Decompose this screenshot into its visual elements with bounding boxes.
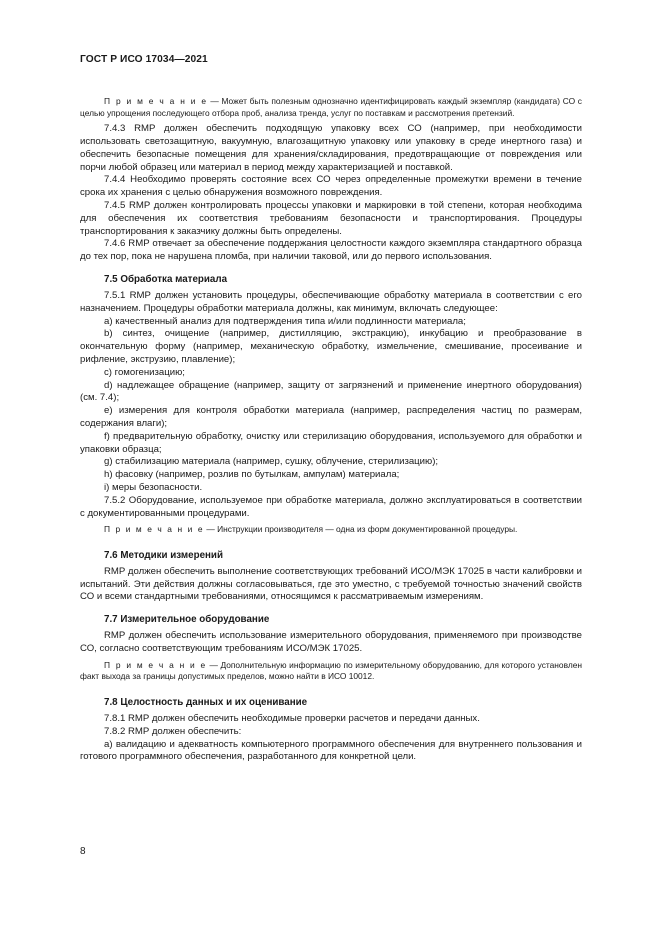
document-body xyxy=(80,96,582,764)
section-heading-7-8: 7.8 Целостность данных и их оценивание xyxy=(104,697,308,709)
standard-designation: ГОСТ Р ИСО 17034—2021 xyxy=(80,54,208,65)
paragraph-7-8-1: 7.8.1 RMP должен обеспечить необходимые проверки расчетов и передачи данных. xyxy=(104,713,480,725)
list-item-e: e) измерения для контроля обработки материала (например, распределения частиц по размерам, содержания влаги); xyxy=(80,405,582,429)
page-number: 8 xyxy=(80,846,86,857)
list-item-g: g) стабилизацию материала (например, сушку, облучение, стерилизацию); xyxy=(104,456,439,468)
section-heading-7-6: 7.6 Методики измерений xyxy=(104,549,223,561)
paragraph-7-5-1: 7.5.1 RMP должен установить процедуры, обеспечивающие обработку материала в соответствии с его назначением. Процедуры обработки материала должны, как минимум, включать следующее: xyxy=(80,289,582,314)
paragraph-7-4-3: 7.4.3 RMP должен обеспечить подходящую упаковку всех СО (например, при необходимости использовать светозащитную, вакуумную, влагозащитную упаковку или упаковку в среде инертного газа) и обеспечить безопасные помещения для хранения/складирования, предотвращающие от повреждения или порчи любой образец или материал в период между характеризацией и поставкой. xyxy=(80,123,582,173)
list-item-c: c) гомогенизацию; xyxy=(104,366,185,378)
paragraph-7-5-2: 7.5.2 Оборудование, используемое при обработке материала, должно эксплуатироваться в соответствии с документированными процедурами. xyxy=(80,494,582,519)
list-item-f: f) предварительную обработку, очистку или стерилизацию оборудования, используемого для обработки и упаковки образца; xyxy=(80,430,582,455)
note-text: — Дополнительную информацию по измерительному оборудованию, для которого установлен факт выхода за границы допустимых пределов, можно найти в ИСО 10012. xyxy=(80,659,582,682)
note-text: — Может быть полезным однозначно идентифицировать каждый экземпляр (кандидата) СО с целью упрощения последующего отбора проб, анализа тренда, услуг по поставкам и рассмотрения претензий. xyxy=(80,96,582,118)
note xyxy=(80,524,582,536)
list-item-a: a) валидацию и адекватность компьютерного программного обеспечения для внутреннего пользования и готового программного обеспечения, разработанного для конкретной цели. xyxy=(80,738,582,763)
note-label: П р и м е ч а н и е xyxy=(104,659,207,670)
section-heading-7-5: 7.5 Обработка материала xyxy=(104,273,228,285)
list-item-i: i) меры безопасности. xyxy=(104,481,203,493)
note-text: — Инструкции производителя — одна из форм документированной процедуры. xyxy=(204,524,518,535)
paragraph-7-6: RMP должен обеспечить выполнение соответствующих требований ИСО/МЭК 17025 в части калибровки и испытаний. Эти действия должны согласовываться, где это уместно, с требуемой точностью значений свойств СО и всеми стандартными требованиями, относящимся к рассматриваемым измерениям. xyxy=(80,565,582,603)
paragraph-7-8-2: 7.8.2 RMP должен обеспечить: xyxy=(104,725,242,737)
paragraph-7-4-6: 7.4.6 RMP отвечает за обеспечение поддержания целостности каждого экземпляра стандартного образца до тех пор, пока не нарушена пломба, при наличии таковой, или до первого использования. xyxy=(80,238,582,263)
section-heading-7-7: 7.7 Измерительное оборудование xyxy=(104,614,270,626)
list-item-b: b) синтез, очищение (например, дистилляцию, экстракцию), инкубацию и преобразование в окончательную форму (например, механическую обработку, измельчение, смешивание, просеивание и рифление, экструзию, плавление); xyxy=(80,328,582,365)
list-item-h: h) фасовку (например, розлив по бутылкам, ампулам) материала; xyxy=(104,469,400,481)
list-item-d: d) надлежащее обращение (например, защиту от загрязнений и применение инертного оборудования) (см. 7.4); xyxy=(80,379,582,404)
note xyxy=(80,96,582,119)
paragraph-7-7: RMP должен обеспечить использование измерительного оборудования, применяемого при производстве СО, согласно соответствующим требованиям ИСО/МЭК 17025. xyxy=(80,630,582,655)
paragraph-7-4-4: 7.4.4 Необходимо проверять состояние всех СО через определенные промежутки времени в течение срока их хранения с целью обнаружения возможного повреждения. xyxy=(80,174,582,199)
note-label: П р и м е ч а н и е xyxy=(104,96,208,106)
note-label: П р и м е ч а н и е xyxy=(104,524,205,535)
note xyxy=(80,660,582,683)
paragraph-7-4-5: 7.4.5 RMP должен контролировать процессы упаковки и маркировки в той степени, которая необходима для обеспечения их соответствия требованиям безопасности и транспортирования. Процедуры транспортирования к заказчику должны быть определены. xyxy=(80,199,582,237)
list-item-a: a) качественный анализ для подтверждения типа и/или подлинности материала; xyxy=(104,315,466,327)
